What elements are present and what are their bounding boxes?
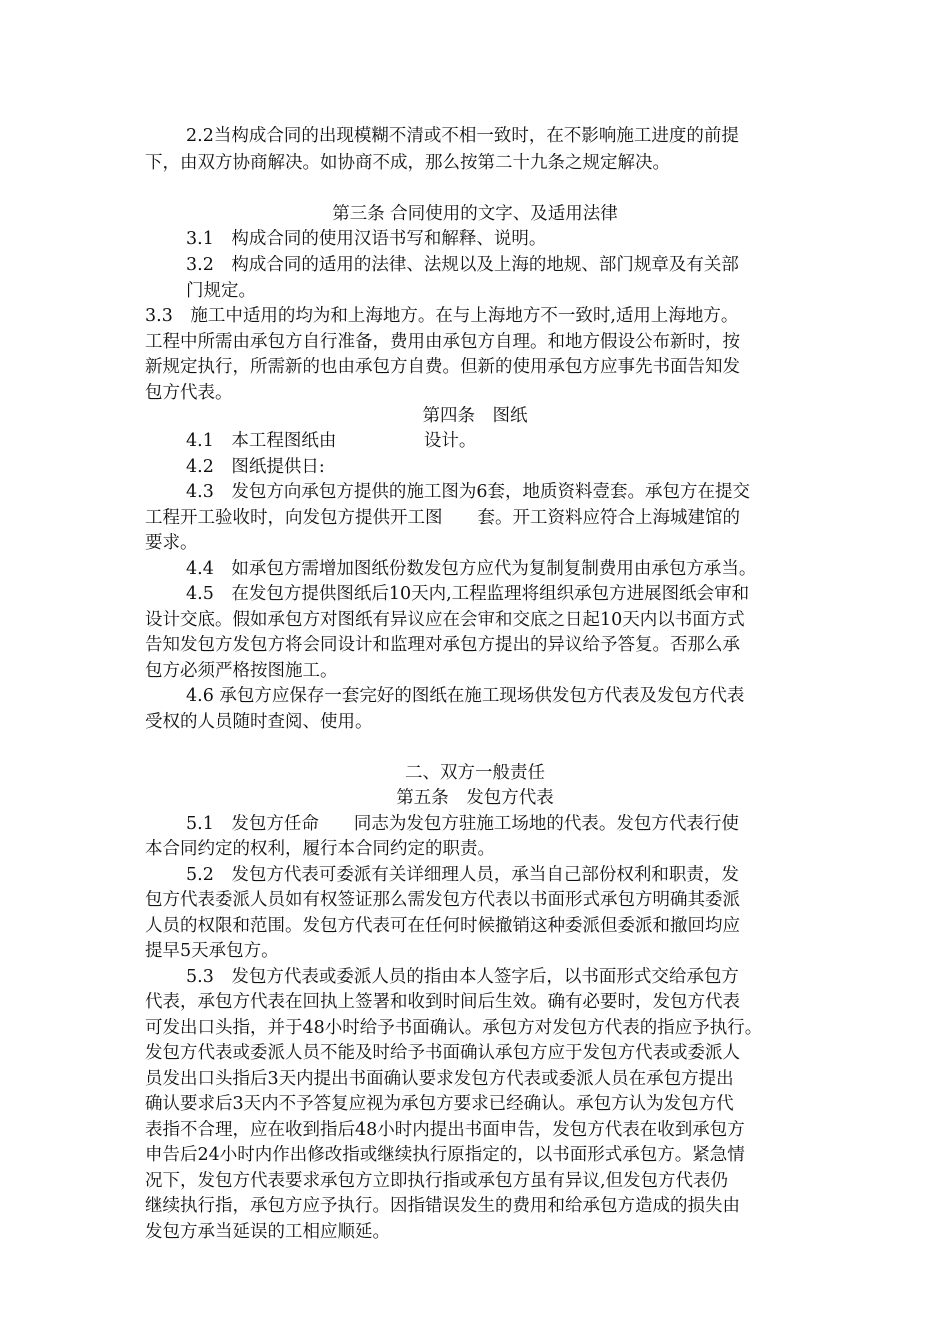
clause-5-3-line-11: 发包方承当延误的工相应顺延。: [145, 1222, 390, 1242]
clause-5-2-line-3: 人员的权限和范围。发包方代表可在任何时候撤销这种委派但委派和撤回均应: [145, 916, 740, 936]
clause-4-1: 4.1 本工程图纸由 设计。: [186, 431, 477, 451]
clause-2-2-line-2: 下，由双方协商解决。如协商不成，那么按第二十九条之规定解决。: [145, 153, 670, 173]
clause-5-3-line-3: 可发出口头指，并于48小时给予书面确认。承包方对发包方代表的指应予执行。: [145, 1018, 763, 1038]
clause-3-3-line-1: 3.3 施工中适用的均为和上海地方。在与上海地方不一致时,适用上海地方。: [145, 306, 739, 326]
clause-2-2-line-1: 2.2当构成合同的出现模糊不清或不相一致时，在不影响施工进度的前提: [186, 126, 739, 146]
clause-3-2-line-2: 门规定。: [186, 281, 256, 301]
clause-5-3-line-5: 员发出口头指后3天内提出书面确认要求发包方代表或委派人员在承包方提出: [145, 1069, 734, 1089]
clause-5-2-line-2: 包方代表委派人员如有权签证那么需发包方代表以书面形式承包方明确其委派: [145, 890, 740, 910]
clause-5-2-line-1: 5.2 发包方代表可委派有关详细理人员，承当自己部份权利和职责，发: [186, 865, 739, 885]
clause-5-3-line-10: 继续执行指，承包方应予执行。因指错误发生的费用和给承包方造成的损失由: [145, 1196, 740, 1216]
clause-5-3-line-2: 代表，承包方代表在回执上签署和收到时间后生效。确有必要时，发包方代表: [145, 992, 740, 1012]
clause-4-3-line-3: 要求。: [145, 533, 198, 553]
clause-4-4: 4.4 如承包方需增加图纸份数发包方应代为复制复制费用由承包方承当。: [186, 559, 757, 579]
clause-5-3-line-1: 5.3 发包方代表或委派人员的指由本人签字后，以书面形式交给承包方: [186, 967, 739, 987]
clause-5-3-line-4: 发包方代表或委派人员不能及时给予书面确认承包方应于发包方代表或委派人: [145, 1043, 740, 1063]
section-2-heading: 二、双方一般责任: [405, 763, 545, 783]
clause-5-3-line-9: 况下，发包方代表要求承包方立即执行指或承包方虽有异议,但发包方代表仍: [145, 1171, 729, 1191]
clause-3-3-line-3: 新规定执行，所需新的也由承包方自费。但新的使用承包方应事先书面告知发: [145, 357, 740, 377]
clause-4-5-line-3: 告知发包方发包方将会同设计和监理对承包方提出的异议给予答复。否那么承: [145, 635, 740, 655]
clause-4-5-line-2: 设计交底。假如承包方对图纸有异议应在会审和交底之日起10天内以书面方式: [145, 610, 745, 630]
clause-4-2: 4.2 图纸提供日:: [186, 457, 325, 477]
clause-5-3-line-6: 确认要求后3天内不予答复应视为承包方要求已经确认。承包方认为发包方代: [145, 1094, 734, 1114]
article-3-heading: 第三条 合同使用的文字、及适用法律: [332, 204, 618, 224]
clause-5-3-line-8: 申告后24小时内作出修改指或继续执行原指定的，以书面形式承包方。紧急情: [145, 1145, 745, 1165]
clause-4-3-line-1: 4.3 发包方向承包方提供的施工图为6套，地质资料壹套。承包方在提交: [186, 482, 750, 502]
article-5-heading: 第五条 发包方代表: [396, 788, 554, 808]
clause-4-5-line-1: 4.5 在发包方提供图纸后10天内,工程监理将组织承包方进展图纸会审和: [186, 584, 750, 604]
clause-5-2-line-4: 提早5天承包方。: [145, 941, 279, 961]
clause-5-3-line-7: 表指不合理，应在收到指后48小时内提出书面申告，发包方代表在收到承包方: [145, 1120, 745, 1140]
clause-3-3-line-2: 工程中所需由承包方自行准备，费用由承包方自理。和地方假设公布新时，按: [145, 332, 740, 352]
clause-5-1-line-2: 本合同约定的权利，履行本合同约定的职责。: [145, 839, 495, 859]
clause-4-5-line-4: 包方必须严格按图施工。: [145, 661, 338, 681]
clause-3-1: 3.1 构成合同的使用汉语书写和解释、说明。: [186, 229, 547, 249]
clause-4-3-line-2: 工程开工验收时，向发包方提供开工图 套。开工资料应符合上海城建馆的: [145, 508, 740, 528]
clause-4-6-line-1: 4.6 承包方应保存一套完好的图纸在施工现场供发包方代表及发包方代表: [186, 686, 745, 706]
article-4-heading: 第四条 图纸: [422, 406, 528, 426]
clause-5-1-line-1: 5.1 发包方任命 同志为发包方驻施工场地的代表。发包方代表行使: [186, 814, 739, 834]
clause-3-2-line-1: 3.2 构成合同的适用的法律、法规以及上海的地规、部门规章及有关部: [186, 255, 739, 275]
clause-3-3-line-4: 包方代表。: [145, 383, 233, 403]
clause-4-6-line-2: 受权的人员随时查阅、使用。: [145, 712, 373, 732]
